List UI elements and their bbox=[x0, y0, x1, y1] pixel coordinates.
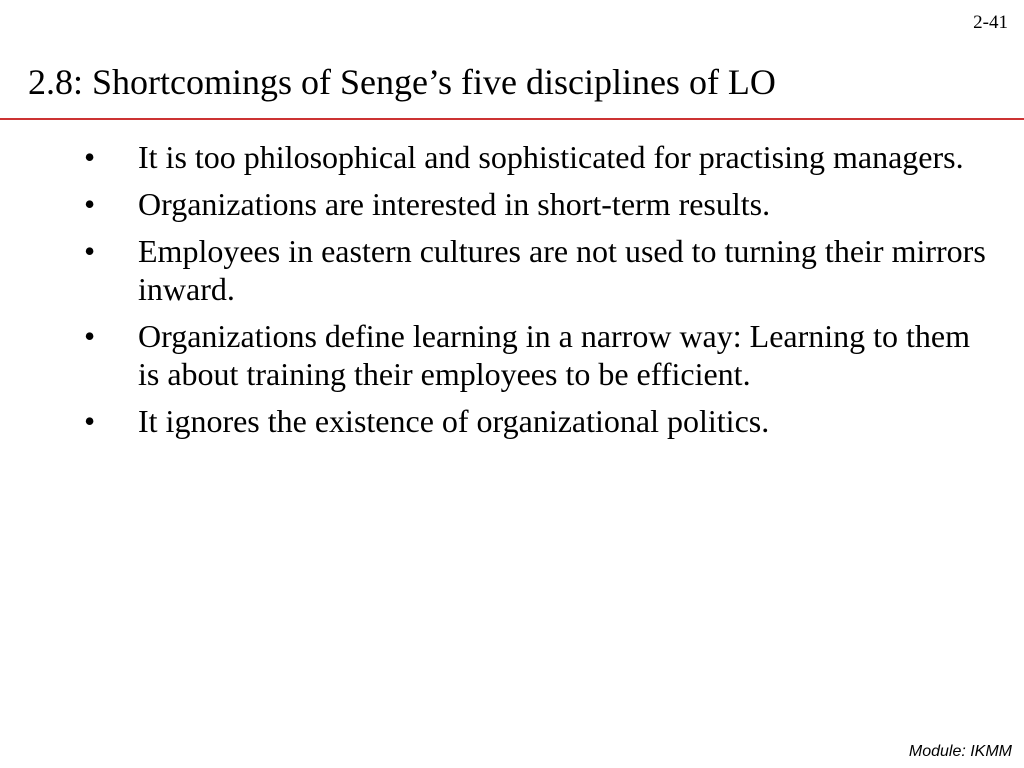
title-divider bbox=[0, 118, 1024, 120]
slide-number: 2-41 bbox=[973, 12, 1008, 33]
slide-title: 2.8: Shortcomings of Senge’s five disciplines of LO bbox=[28, 62, 776, 102]
bullet-item bbox=[0, 138, 1024, 176]
bullet-item bbox=[0, 185, 1024, 223]
bullet-item bbox=[0, 317, 1024, 393]
bullet-item bbox=[0, 402, 1024, 440]
bullet-item bbox=[0, 232, 1024, 308]
bullet-list bbox=[0, 138, 1024, 449]
bullet-icon: • bbox=[84, 186, 96, 222]
bullet-icon: • bbox=[84, 318, 96, 354]
bullet-text: It is too philosophical and sophisticated for practising managers. bbox=[138, 139, 964, 175]
bullet-text: Organizations are interested in short-term results. bbox=[138, 186, 771, 222]
bullet-icon: • bbox=[84, 139, 96, 175]
bullet-text: Organizations define learning in a narrow way: Learning to them is about training their employees to be efficient. bbox=[138, 318, 971, 392]
bullet-text: It ignores the existence of organizational politics. bbox=[138, 403, 770, 439]
module-footer: Module: IKMM bbox=[908, 743, 1012, 760]
bullet-icon: • bbox=[84, 403, 96, 439]
bullet-icon: • bbox=[84, 233, 96, 269]
bullet-text: Employees in eastern cultures are not used to turning their mirrors inward. bbox=[138, 233, 986, 307]
